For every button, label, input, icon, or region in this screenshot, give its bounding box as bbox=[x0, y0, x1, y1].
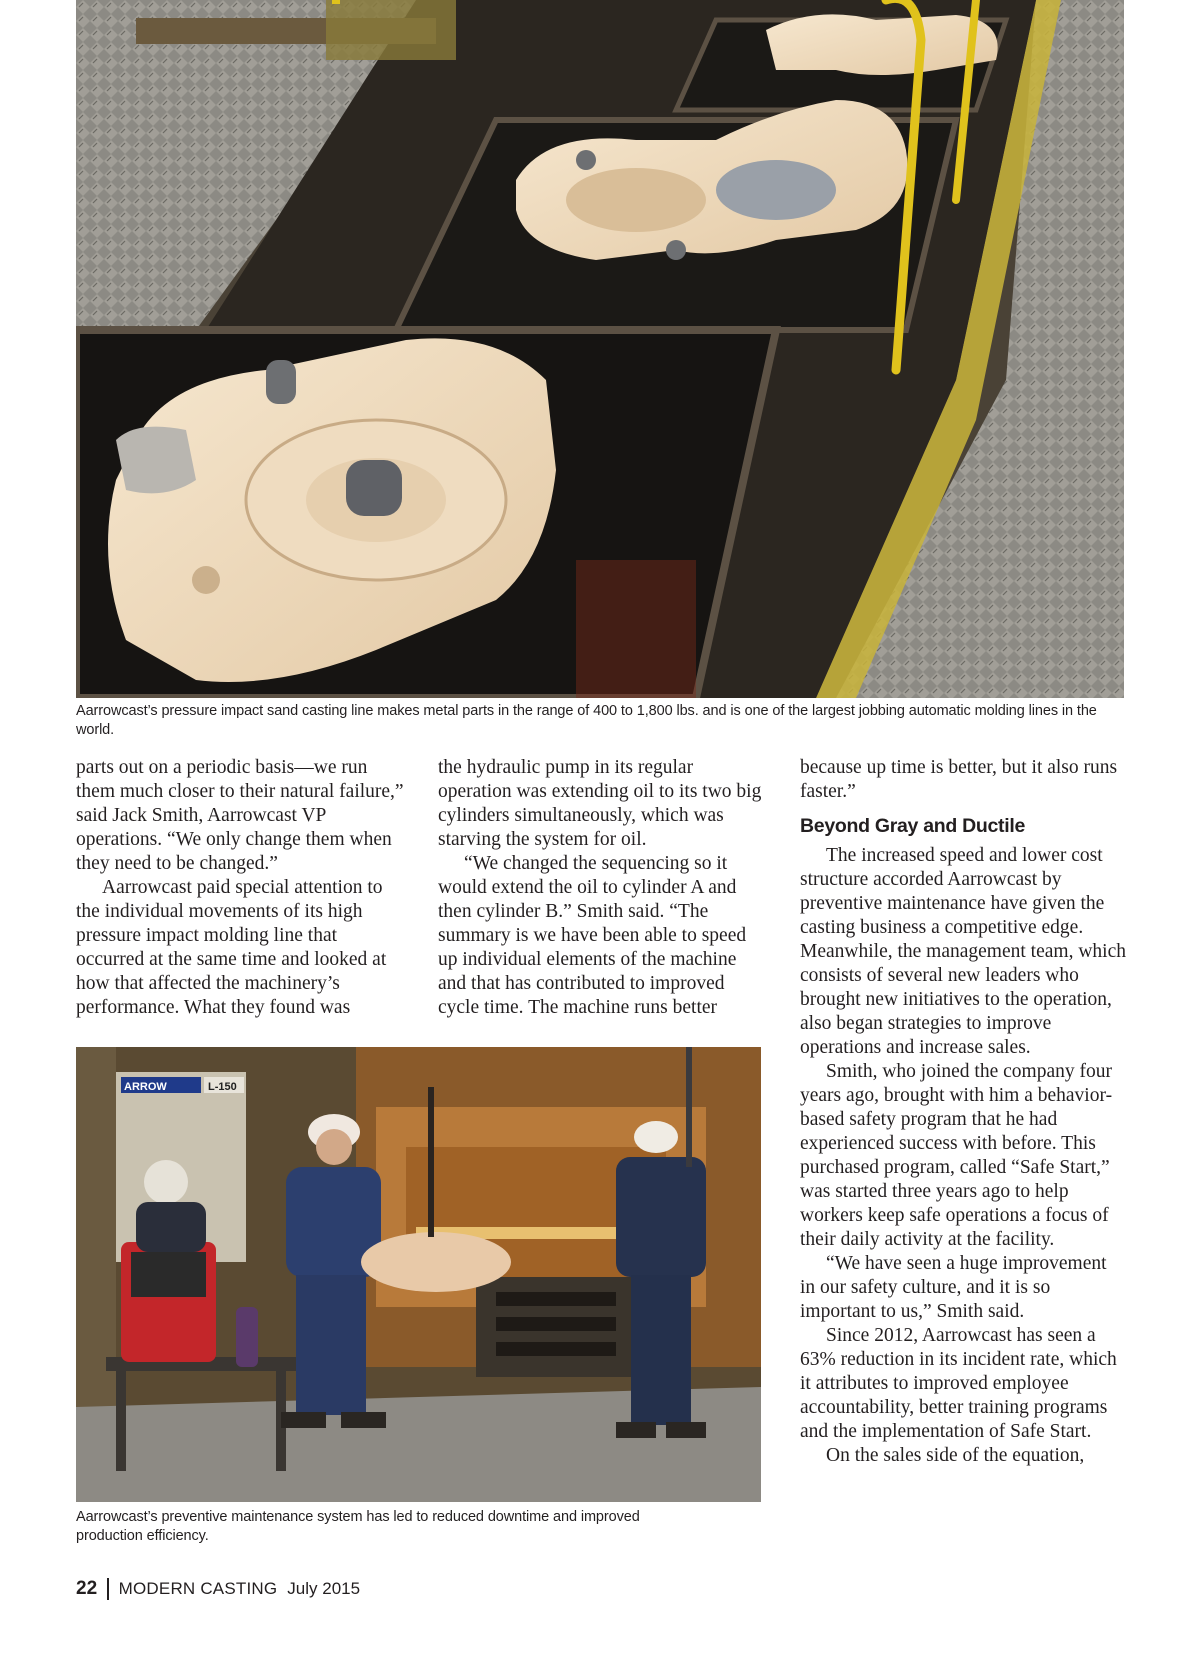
casting-line-photo bbox=[76, 0, 1124, 698]
paragraph: On the sales side of the equation, bbox=[826, 1445, 1085, 1466]
brand-label: ARROW bbox=[124, 1081, 167, 1093]
paragraph: Smith, who joined the company four years ago, brought with him a behavior-based safety program that he had experienced success with before. This purchased program, called “Safe Start,” was started three years ago to help workers keep safe operations a focus of their daily activity at the facility. bbox=[800, 1061, 1113, 1250]
paragraph: The increased speed and lower cost structure accorded Aarrowcast by preventive maintenance have given the casting business a competitive edge. Meanwhile, the management team, which consists of several new leaders who brought new initiatives to the operation, also began strategies to improve operations and increase sales. bbox=[800, 845, 1126, 1058]
paragraph: parts out on a periodic basis—we run them much closer to their natural failure,” said Jack Smith, Aarrowcast VP operations. “We only change them when they need to be changed.” bbox=[76, 757, 404, 874]
footer-divider bbox=[107, 1578, 109, 1600]
paragraph: the hydraulic pump in its regular operation was extending oil to its two big cylinders simultaneously, which was starving the system for oil. bbox=[438, 757, 762, 850]
paragraph: Aarrowcast paid special attention to the individual movements of its high pressure impact molding line that occurred at the same time and looked at how that affected the machinery’s performance. What they found was bbox=[76, 877, 387, 1018]
machine-label: L-150 bbox=[208, 1081, 237, 1093]
issue-date: July 2015 bbox=[287, 1579, 361, 1598]
paragraph: “We have seen a huge improvement in our safety culture, and it is so important to us,” Smith said. bbox=[800, 1253, 1107, 1322]
page-footer bbox=[76, 1578, 360, 1600]
top-photo-caption: Aarrowcast’s pressure impact sand casting line makes metal parts in the range of 400 to 1,800 lbs. and is one of the largest jobbing automatic molding lines in the world. bbox=[76, 703, 1097, 738]
text-column-1 bbox=[76, 756, 406, 1020]
text-column-3 bbox=[800, 756, 1126, 1468]
paragraph: Since 2012, Aarrowcast has seen a 63% reduction in its incident rate, which it attributes to improved employee accountability, better training programs and the implementation of Safe Start. bbox=[800, 1325, 1117, 1442]
section-heading: Beyond Gray and Ductile bbox=[800, 815, 1025, 837]
workers-photo bbox=[76, 1047, 761, 1502]
bottom-photo-caption: Aarrowcast’s preventive maintenance system has led to reduced downtime and improved production efficiency. bbox=[76, 1509, 640, 1544]
magazine-name: MODERN CASTING bbox=[118, 1579, 278, 1598]
text-column-2 bbox=[438, 756, 768, 1020]
paragraph: because up time is better, but it also runs faster.” bbox=[800, 757, 1118, 802]
paragraph: “We changed the sequencing so it would extend the oil to cylinder A and then cylinder B.” Smith said. “The summary is we have been able to speed up individual elements of the machine and that has contributed to improved cycle time. The machine runs better bbox=[438, 853, 747, 1018]
page-number: 22 bbox=[76, 1578, 98, 1599]
